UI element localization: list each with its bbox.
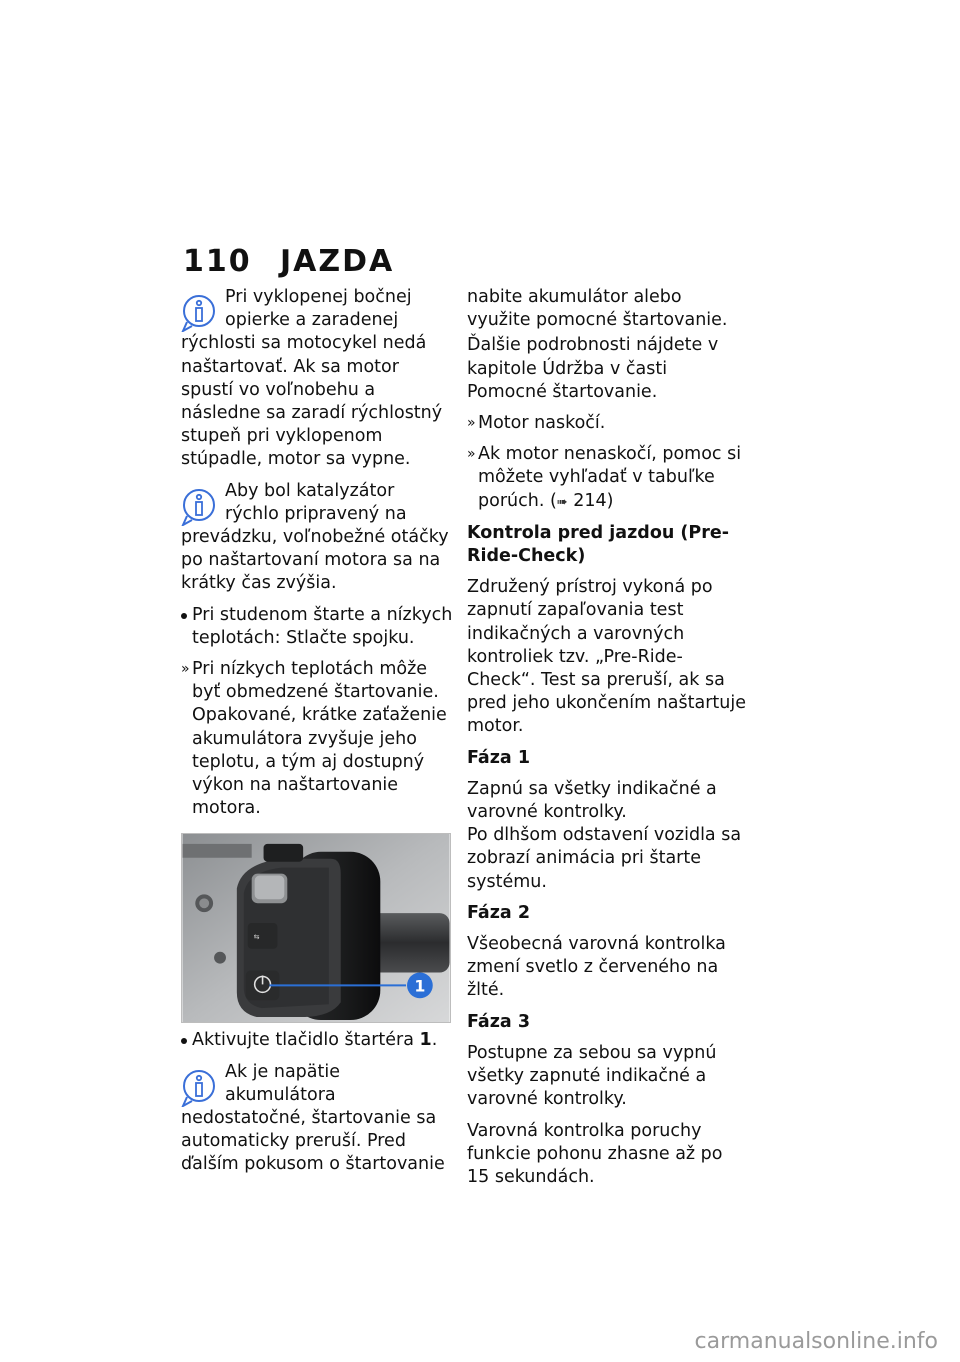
section-text: Združený prístroj vykoná po zapnutí zapaľovania test indikačných a varovných kontroliek tzv. „Pre-Ride-Check“. Test sa preruší, ak sa pred jeho ukončením naštartuje motor.: [467, 577, 746, 737]
figure-reference: 1: [419, 1030, 432, 1051]
info-text: Pri vyklopenej bočnej opierke a zaradenej rýchlosti sa motocykel nedá naštartovať. Ak sa motor spustí vo voľnobehu a následne sa zaradí rýchlostný stupeň pri vyklopenom stúpadle, motor sa vypne.: [181, 287, 443, 470]
phase-heading: Fáza 3: [467, 1011, 531, 1032]
result-line: [467, 443, 747, 514]
left-column: [181, 286, 453, 1185]
final-note: Varovná kontrolka poruchy funkcie pohonu zhasne až po 15 sekundách.: [467, 1120, 723, 1187]
phase-text: Postupne za sebou sa vypnú všetky zapnuté indikačné a varovné kontrolky.: [467, 1042, 717, 1110]
right-column: [467, 286, 747, 1197]
page-reference-arrow-icon: ➠: [556, 494, 568, 510]
section-title: JAZDA: [280, 244, 395, 279]
instruction-step: Pri studenom štarte a nízkych teplotách: Stlačte spojku.: [181, 604, 453, 650]
instruction-step-starter: [181, 1029, 453, 1052]
info-note-battery: [181, 1061, 453, 1177]
info-icon: [181, 294, 217, 332]
result-arrow-icon: »: [467, 415, 476, 432]
info-text: Aby bol katalyzátor rýchlo pripravený na prevádzku, voľnobežné otáčky po naštartovaní motora sa na krátky čas zvýšia.: [181, 480, 449, 594]
result-arrow-icon: »: [181, 661, 190, 678]
cross-reference-text: Ďalšie podrobnosti nájdete v kapitole Údržba v časti Pomocné štartovanie.: [467, 335, 719, 402]
info-text: Ak je napätie akumulátora nedostatočné, štartovanie sa automaticky preruší. Pred ďalším pokusom o štartovanie: [181, 1061, 445, 1175]
svg-text:⇆: ⇆: [253, 933, 260, 942]
instruction-text: Aktivujte tlačidlo štartéra: [192, 1030, 420, 1051]
starter-button-figure: [181, 833, 451, 1023]
result-line: [181, 658, 453, 820]
phase-text: Zapnú sa všetky indikačné a varovné kontrolky.: [467, 778, 717, 823]
instruction-text-end: .: [431, 1030, 438, 1051]
result-text: Pri nízkych teplotách môže byť obmedzené štartovanie. Opakované, krátke zaťaženie akumulátora zvyšuje jeho teplotu, a tým aj dostupný výkon na naštartovanie motora.: [192, 659, 447, 819]
section-heading: Kontrola pred jazdou (Pre-Ride-Check): [467, 522, 729, 567]
handlebar-switch-illustration: [182, 834, 450, 1022]
result-text: Motor naskočí.: [478, 413, 606, 434]
result-arrow-icon: »: [467, 446, 476, 463]
info-icon: [181, 488, 217, 526]
instruction-group-cold-start: [181, 604, 453, 821]
continued-text: nabite akumulátor alebo využite pomocné štartovanie.: [467, 287, 728, 331]
phase-text: Všeobecná varovná kontrolka zmení svetlo z červeného na žlté.: [467, 934, 726, 1001]
phase-2-section: [467, 902, 747, 1003]
info-note-sidestand: [181, 286, 453, 472]
result-text-end: ): [606, 490, 614, 511]
figure-callout-1: 1: [414, 976, 426, 996]
pre-ride-check-section: [467, 522, 747, 739]
phase-1-section: [467, 747, 747, 894]
info-icon: [181, 1069, 217, 1107]
phase-3-section: [467, 1011, 747, 1112]
watermark: carmanualsonline.info: [694, 1329, 938, 1354]
phase-heading: Fáza 2: [467, 902, 531, 923]
phase-heading: Fáza 1: [467, 747, 531, 768]
page-reference-link[interactable]: 214: [573, 490, 607, 511]
info-note-catalyst: [181, 480, 453, 596]
page-number: 110: [183, 244, 252, 279]
result-group: [467, 412, 747, 514]
result-text: Ak motor nenaskočí, pomoc si môžete vyhľadať v tabuľke porúch. (: [478, 444, 742, 511]
result-line: [467, 412, 747, 435]
phase-text: Po dlhšom odstavení vozidla sa zobrazí animácia pri štarte systému.: [467, 825, 742, 892]
